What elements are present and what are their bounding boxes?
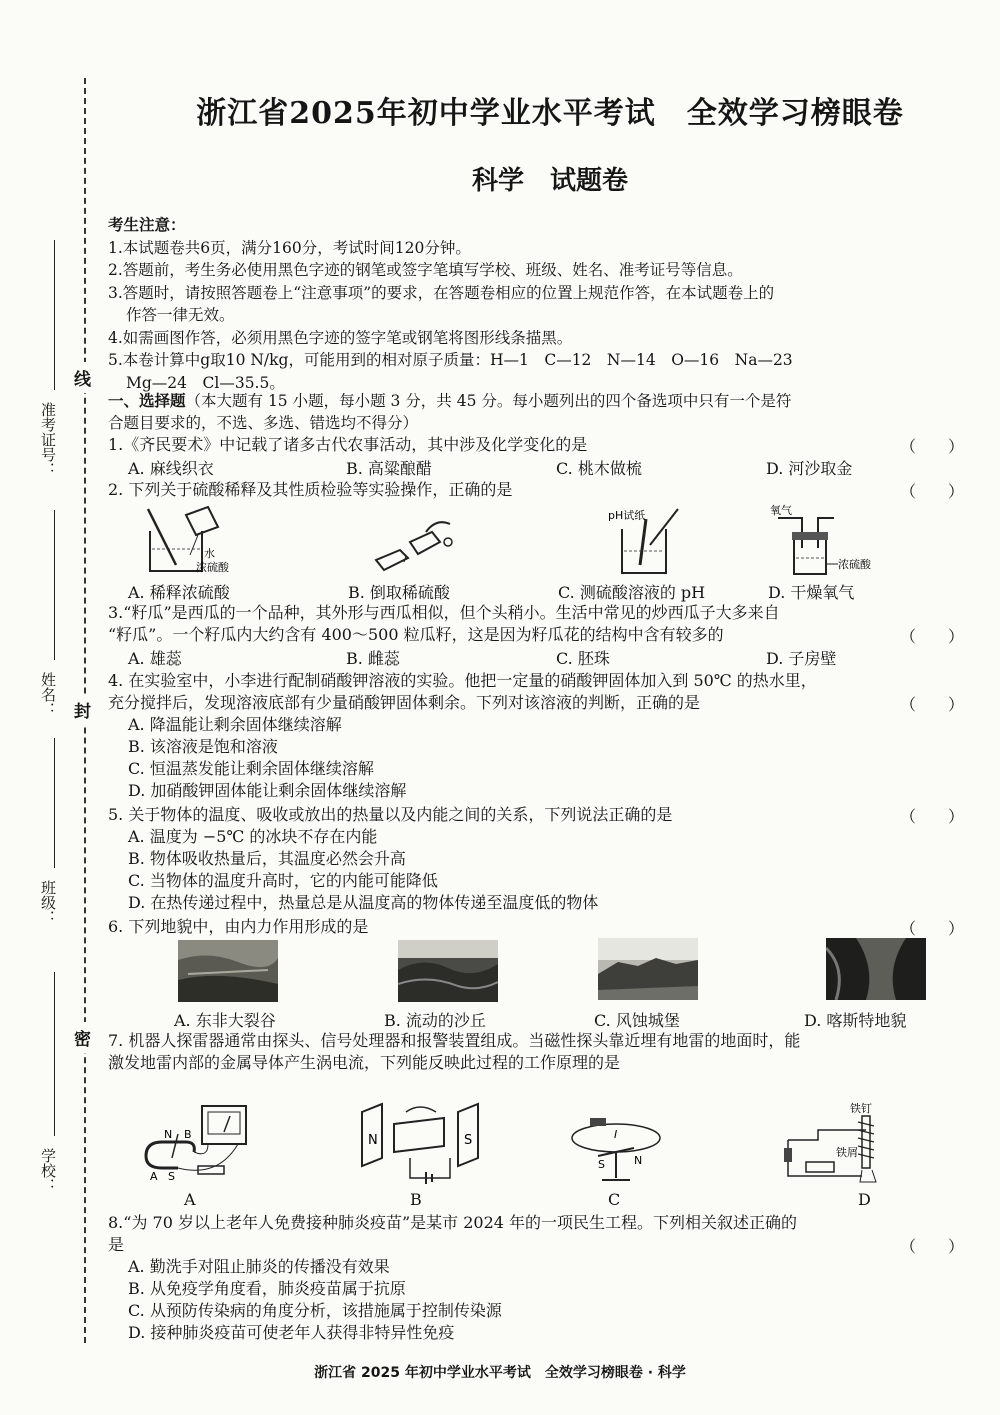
question-3-options — [128, 646, 958, 668]
school-label: 学校： — [39, 1148, 57, 1193]
option-a: A. 温度为 −5℃ 的冰块不存在内能 — [128, 827, 378, 846]
question-4 — [108, 670, 958, 714]
question-7 — [108, 1030, 958, 1074]
photo-karst — [826, 938, 926, 1000]
option-c: C — [608, 1190, 621, 1209]
option-c: C. 从预防传染病的角度分析，该措施属于控制传染源 — [128, 1301, 502, 1320]
fig-label-i: I — [614, 1128, 618, 1141]
note-item: 5.本卷计算中g取10 N/kg，可能用到的相对原子质量：H—1 C—12 N—14 O—16 Na—23 — [108, 351, 793, 369]
notes-heading: 考生注意： — [108, 215, 186, 234]
question-7-line-1: 7. 机器人探雷器通常由探头、信号处理器和报警装置组成。当磁性探头靠近埋有地雷的地面时，能 — [108, 1031, 801, 1050]
question-8-line-1: 8.“为 70 岁以上老年人免费接种肺炎疫苗”是某市 2024 年的一项民生工程。下列相关叙述正确的 — [108, 1213, 798, 1232]
dry-oxygen-figure — [768, 502, 888, 577]
pour-acid-figure — [370, 512, 470, 574]
question-6-stem: 6. 下列地貌中，由内力作用形成的是 — [108, 917, 369, 936]
question-1 — [108, 434, 958, 456]
photo-rift-valley — [178, 940, 278, 1002]
fig-label-water: 水 — [204, 547, 215, 560]
answer-paren: （ ） — [900, 627, 965, 646]
answer-paren: （ ） — [900, 1237, 965, 1256]
question-5-stem: 5. 关于物体的温度、吸收或放出的热量以及内能之间的关系，下列说法正确的是 — [108, 805, 673, 824]
option-b: B. 高粱酿醋 — [346, 459, 432, 478]
fig-label-a: A — [150, 1170, 158, 1183]
question-5 — [108, 804, 958, 826]
option-a: A. 麻线织衣 — [128, 459, 214, 478]
note-item: 4.如需画图作答，必须用黑色字迹的签字笔或钢笔将图形线条描黑。 — [108, 328, 573, 347]
option-d: D. 接种肺炎疫苗可使老年人获得非特异性免疫 — [128, 1323, 455, 1342]
section-desc-1: （本大题有 15 小题，每小题 3 分，共 45 分。每小题列出的四个备选项中只有一个是符 — [185, 392, 792, 410]
binding-word-secret: 密 — [74, 1022, 91, 1053]
exam-number-label: 准考证号： — [39, 402, 57, 477]
fig-label-nail: 铁钉 — [850, 1102, 872, 1115]
section-desc-2: 合题目要求的，不选、多选、错选均不得分） — [108, 414, 419, 432]
question-2-stem: 2. 下列关于硫酸稀释及其性质检验等实验操作，正确的是 — [108, 480, 513, 499]
option-d: D. 喀斯特地貌 — [804, 1011, 907, 1030]
section-heading — [108, 390, 958, 434]
option-a: A — [184, 1190, 196, 1209]
class-label: 班级： — [39, 880, 57, 925]
question-6 — [108, 916, 958, 938]
fig-label-ph: pH试纸 — [608, 509, 646, 522]
option-c: C. 胚珠 — [556, 649, 610, 668]
option-a: A. 稀释浓硫酸 — [128, 583, 230, 602]
fig-label-oxygen: 氧气 — [770, 504, 792, 517]
answer-paren: （ ） — [900, 695, 965, 714]
photo-sand-dune — [398, 940, 498, 1002]
question-8-line-2: 是 — [108, 1235, 125, 1254]
question-7-line-2: 激发地雷内部的金属导体产生涡电流，下列能反映此过程的工作原理的是 — [108, 1053, 621, 1072]
section-title: 一、选择题 — [108, 391, 186, 410]
option-b: B. 物体吸收热量后，其温度必然会升高 — [128, 849, 406, 868]
note-item: 3.答题时，请按照答题卷上“注意事项”的要求，在答题卷相应的位置上规范作答，在本试题卷上的 — [108, 283, 775, 302]
note-item: 1.本试题卷共6页，满分160分，考试时间120分钟。 — [108, 238, 471, 257]
fig-label-b: B — [184, 1128, 192, 1141]
candidate-notes — [108, 214, 958, 394]
figure-c-oersted — [568, 1108, 668, 1184]
ph-test-figure — [606, 505, 688, 577]
school-line — [54, 972, 55, 1136]
option-d: D. 干燥氧气 — [768, 583, 855, 602]
fig-label-acid2: 浓硫酸 — [838, 558, 871, 571]
question-6-options — [128, 1008, 958, 1030]
fig-label-n2: N — [368, 1133, 378, 1148]
question-8-options — [128, 1256, 958, 1344]
question-3-line-1: 3.“籽瓜”是西瓜的一个品种，其外形与西瓜相似，但个头稍小。生活中常见的炒西瓜子大多来自 — [108, 603, 780, 622]
note-item: 作答一律无效。 — [126, 306, 235, 324]
answer-paren: （ ） — [900, 919, 965, 938]
fig-label-s: S — [168, 1170, 175, 1183]
figure-a-induction — [138, 1098, 258, 1184]
exam-number-line — [54, 240, 55, 390]
name-line — [54, 510, 55, 660]
binding-word-line: 线 — [74, 362, 91, 393]
option-a: A. 东非大裂谷 — [174, 1011, 276, 1030]
answer-paren: （ ） — [900, 807, 965, 826]
question-7-options — [128, 1190, 958, 1212]
question-3 — [108, 602, 958, 646]
option-b: B. 流动的沙丘 — [384, 1011, 486, 1030]
option-d: D. 在热传递过程中，热量总是从温度高的物体传递至温度低的物体 — [128, 893, 599, 912]
question-8 — [108, 1212, 958, 1256]
option-c: C. 风蚀城堡 — [594, 1011, 680, 1030]
option-b: B. 雌蕊 — [346, 649, 400, 668]
option-d: D. 加硝酸钾固体能让剩余固体继续溶解 — [128, 781, 407, 800]
dilute-acid-figure — [138, 505, 248, 577]
binding-word-seal: 封 — [74, 694, 91, 725]
question-4-line-2: 充分搅拌后，发现溶液底部有少量硝酸钾固体剩余。下列对该溶液的判断，正确的是 — [108, 693, 701, 712]
option-a: A. 降温能让剩余固体继续溶解 — [128, 715, 342, 734]
question-5-options — [128, 826, 958, 914]
fig-label-filings: 铁屑 — [836, 1146, 858, 1159]
exam-subtitle: 科学 试题卷 — [471, 166, 628, 196]
name-label: 姓名： — [39, 672, 57, 717]
option-d: D. 河沙取金 — [766, 459, 853, 478]
fig-label-n3: N — [634, 1154, 643, 1167]
option-d: D — [858, 1190, 871, 1209]
option-b: B. 从免疫学角度看，肺炎疫苗属于抗原 — [128, 1279, 406, 1298]
question-2-options — [128, 580, 958, 602]
question-1-options — [128, 456, 958, 478]
option-b: B — [410, 1190, 422, 1209]
exam-title: 浙江省2025年初中学业水平考试 全效学习榜眼卷 — [196, 96, 904, 131]
question-3-line-2: “籽瓜”。一个籽瓜内大约含有 400～500 粒瓜籽，这是因为籽瓜花的结构中含有较多的 — [108, 625, 724, 644]
option-d: D. 子房壁 — [766, 649, 837, 668]
option-a: A. 勤洗手对阻止肺炎的传播没有效果 — [128, 1257, 390, 1276]
page-footer: 浙江省 2025 年初中学业水平考试 全效学习榜眼卷 · 科学 — [314, 1365, 686, 1381]
option-c: C. 桃木做梳 — [556, 459, 642, 478]
note-item: Mg—24 Cl—35.5。 — [126, 373, 285, 392]
figure-d-electromagnet — [778, 1100, 888, 1186]
option-b: B. 倒取稀硫酸 — [348, 583, 450, 602]
option-a: A. 雄蕊 — [128, 649, 182, 668]
fig-label-s3: S — [598, 1158, 605, 1171]
fig-label-n: N — [164, 1128, 173, 1141]
question-2 — [108, 479, 958, 501]
option-c: C. 测硫酸溶液的 pH — [558, 583, 706, 602]
answer-paren: （ ） — [900, 437, 965, 456]
fig-label-s2: S — [464, 1133, 473, 1148]
option-c: C. 恒温蒸发能让剩余固体继续溶解 — [128, 759, 374, 778]
question-4-line-1: 4. 在实验室中，小李进行配制硝酸钾溶液的实验。他把一定量的硝酸钾固体加入到 50℃ 的热水里， — [108, 671, 817, 690]
fig-label-acid: 浓硫酸 — [196, 561, 229, 574]
note-item: 2.答题前，考生务必使用黑色字迹的钢笔或签字笔填写学校、班级、姓名、准考证号等信息。 — [108, 261, 743, 279]
figure-b-motor — [360, 1098, 480, 1184]
answer-paren: （ ） — [900, 482, 965, 501]
class-line — [54, 738, 55, 868]
photo-yardang — [598, 938, 698, 1000]
option-b: B. 该溶液是饱和溶液 — [128, 737, 278, 756]
question-4-options — [128, 714, 958, 802]
option-c: C. 当物体的温度升高时，它的内能可能降低 — [128, 871, 438, 890]
question-1-stem: 1.《齐民要术》中记载了诸多古代农事活动，其中涉及化学变化的是 — [108, 435, 588, 454]
